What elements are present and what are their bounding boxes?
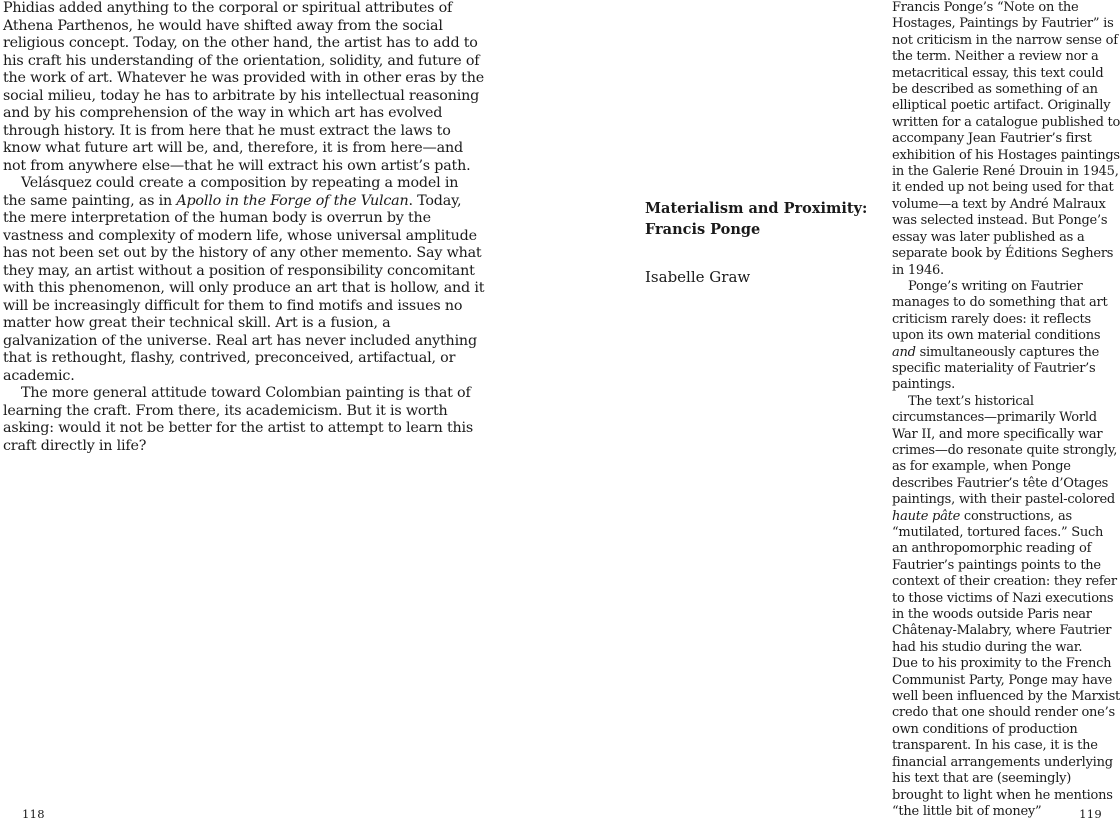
right-paragraph [892, 394, 1120, 657]
essay-author: Isabelle Graw [645, 268, 751, 286]
right-paragraph [892, 279, 1120, 394]
essay-title: Materialism and Proximity: Francis Ponge [645, 200, 868, 238]
page-number: 119 [1079, 807, 1102, 821]
text-run: constructions, as “mutilated, tortured faces.” Such an anthropomorphic reading of Fautrier’s paintings points to the context of their creation: they refer to those victims of Nazi executions in the woods outside Paris near Châtenay-Malabry, where Fautrier had his studio during the war. [892, 508, 1117, 655]
text-run: Phidias added anything to the corporal or spiritual attributes of Athena Parthenos, he would have shifted away from the social religious concept. Today, on the other hand, the artist has to add to his craft his understanding of the orientation, solidity, and future of the work of art. Whatever he was provided with in other eras by the social milieu, today he has to arbitrate by his intellectual reasoning and by his comprehension of the way in which art has evolved through history. It is from here that he must extract the laws to know what future art will be, and, therefore, it is from here—and not from anywhere else—that he will extract his own artist’s path. [3, 0, 484, 174]
text-run: Ponge’s writing on Fautrier manages to do something that art criticism rarely does: it reflects upon its own material conditions [892, 278, 1108, 344]
right-paragraph [892, 656, 1120, 820]
text-run: The text’s historical circumstances—primarily World War II, and more specifically war crimes—do resonate quite strongly, as for example, when Ponge describes Fautrier’s tête d’Otages paintings, with their pastel-colored [892, 393, 1118, 508]
page-number: 118 [22, 807, 45, 821]
left-paragraph [3, 175, 485, 385]
text-run: Due to his proximity to the French Communist Party, Ponge may have well been influenced by the Marxist credo that one should render one’s own conditions of production transparent. In his case, it is the financial arrangements underlying his text that are (seemingly) brought to light when he mentions “the little bit of money” [892, 656, 1120, 819]
left-page-body [3, 0, 485, 455]
emphasis: and [892, 344, 916, 360]
text-run: simultaneously captures the specific materiality of Fautrier’s paintings. [892, 344, 1100, 393]
text-run: The more general attitude toward Colombian painting is that of learning the craft. From there, its academicism. But it is worth asking: would it not be better for the artist to attempt to learn this craft directly in life? [3, 385, 474, 454]
artwork-title: Apollo in the Forge of the Vulcan [176, 192, 409, 209]
right-page-body [892, 0, 1120, 820]
right-paragraph [892, 0, 1120, 279]
left-paragraph [3, 385, 485, 455]
emphasis: haute pâte [892, 508, 961, 524]
text-run: . Today, the mere interpretation of the human body is overrun by the vastness and complexity of modern life, whose universal amplitude has not been set out by the history of any other memento. Say what they may, an artist without a position of responsibility concomitant with this phenomenon, will only produce an art that is hollow, and it will be increasingly difficult for them to find motifs and issues no matter how great their technical skill. Art is a fusion, a galvanization of the universe. Real art has never included anything that is rethought, flashy, contrived, preconceived, artifactual, or academic. [3, 192, 485, 384]
left-paragraph [3, 0, 485, 175]
right-page [560, 0, 1120, 831]
text-run: Velásquez could create a composition by repeating a model in the same painting, as in [3, 175, 459, 209]
text-run: Francis Ponge’s “Note on the Hostages, Paintings by Fautrier” is not criticism in the narrow sense of the term. Neither a review nor a metacritical essay, this text could be described as something of an elliptical poetic artifact. Originally written for a catalogue published to accompany Jean Fautrier’s first exhibition of his Hostages paintings in the Galerie René Drouin in 1945, it ended up not being used for that volume—a text by André Malraux was selected instead. But Ponge’s essay was later published as a separate book by Éditions Seghers in 1946. [892, 0, 1120, 278]
